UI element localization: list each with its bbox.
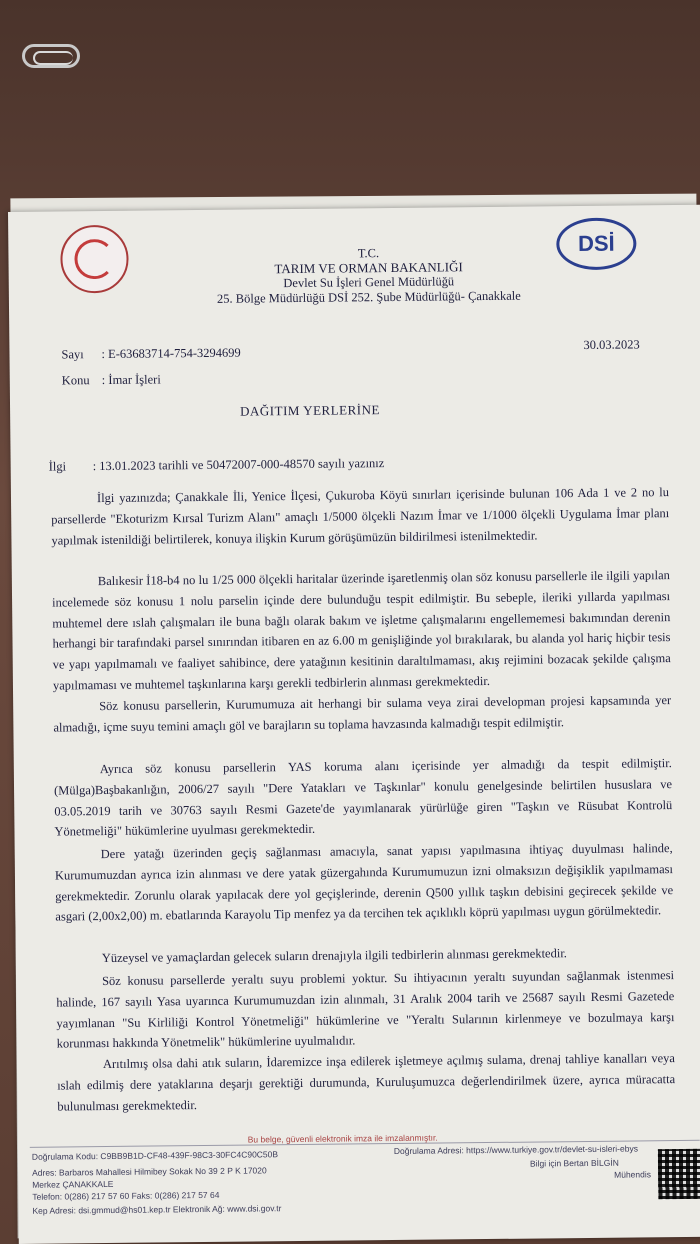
- footer-phone: Telefon: 0(286) 217 57 60 Faks: 0(286) 217 57 64: [32, 1189, 220, 1202]
- paragraph-6: Yüzeysel ve yamaçlardan gelecek suların drenajıyla ilgili tedbirlerin alınması gerekmektedir.: [101, 946, 567, 966]
- document-date: 30.03.2023: [583, 337, 640, 352]
- paragraph-8: Arıtılmış olsa dahi atık suların, İdaremizce inşa edilerek işletmeye açılmış sulama, drenaj tahliye kanalları veya ıslah edilmiş dere yataklarına deşarjı gerektiği durumunda, Kuruluşumuzca değerlendirilmek üzere, ayrıca müracatta bulunulması gerekmektedir.: [57, 1051, 676, 1114]
- paragraph-2: Balıkesir İ18-b4 no lu 1/25 000 ölçekli haritalar üzerinde işaretlenmiş olan söz konusu parsellerle ile ilgili yapılan incelemede söz konusu 1 nolu parselin içinde dere bulunduğu tespit edilmiştir. Bu sebeple, ileriki yıllarda yapılması muhtemel dere ıslah çalışmaları ile buna bağlı olarak bakım ve işletme çalışmalarını engellememesi bakımından derenin herhangi bir tarafındaki parsel sınırından itibaren en az 6.00 m genişliğinde yol bırakılarak, bu alanda yol hariç hiçbir tesis ve yapı yapılmamalı ve faaliyet sahibince, dere yatağının kesitinin daraltılmaması, akış rejimini bozacak şekilde çalışma yapılmaması ve muhtemel taşkınlarına karşı gerekli tedbirlerin alınması gerekmektedir.: [52, 568, 671, 693]
- header-directorate: Devlet Su İşleri Genel Müdürlüğü: [283, 274, 455, 291]
- konu-value: : İmar İşleri: [101, 372, 161, 388]
- paperclip: [22, 44, 80, 68]
- ilgi-label: İlgi: [48, 459, 67, 474]
- paragraph-4: Ayrıca söz konusu parsellerin YAS koruma alanı içerisinde yer almadığı da tespit edilmiştir. (Mülga)Başbakanlığın, 2006/27 sayılı "Dere Yatakları ve Taşkınlar" konulu genelgesinde belirtilen hususlara ve 03.05.2019 tarih ve 30763 sayılı Resmi Gazete'de yayımlanarak yürürlüğe giren "Taşkın ve Rüsubat Kontrolü Yönetmeliği" hükümlerine uyulması gerekmektedir.: [53, 756, 673, 839]
- esign-note: Bu belge, güvenli elektronik imza ile imzalanmıştır.: [247, 1132, 438, 1145]
- paragraph-1: İlgi yazınızda; Çanakkale İli, Yenice İlçesi, Çukuroba Köyü sınırları içerisinde bulunan 106 Ada 1 ve 2 no lu parsellerde "Ekoturizm Kırsal Turizm Alanı" amaçlı 1/5000 ölçekli Nazım İmar ve 1/1000 ölçekli Uygulama İmar planı yapılmak istenildiği belirtilerek, konuya ilişkin Kurum görüşümüzün bildirilmesi istenilmektedir.: [51, 485, 670, 548]
- document-page: [8, 205, 700, 1244]
- header-tc: T.C.: [357, 246, 380, 261]
- sayi-value: : E-63683714-754-3294699: [101, 345, 241, 362]
- contact-title: Mühendis: [614, 1169, 652, 1180]
- footer-kep: Kep Adresi: dsi.gmmud@hs01.kep.tr Elektronik Ağ: www.dsi.gov.tr: [32, 1203, 282, 1216]
- document-title: DAĞITIM YERLERİNE: [240, 402, 380, 419]
- paragraph-5: Dere yatağı üzerinden geçiş sağlanması amacıyla, sanat yapısı yapılmasına ihtiyaç duyulması halinde, Kurumumuzdan ayrıca izin alınması ve dere yatak güzergahında Kurumumuzun izni olmaksızın değişiklik yapılmaması gerekmektedir. Zorunlu olarak yapılacak dere yol geçişlerinde, derenin Q500 yıllık taşkın debisini geçirecek şekilde ve asgari (2,00x2,00) m. ebatlarında Karayolu Tip menfez ya da tercihen tek açıklıklı köprü yapılması uygun görülmektedir.: [54, 841, 674, 924]
- contact-person: Bilgi için Bertan BİLGİN: [529, 1157, 619, 1169]
- dsi-logo-text: DSİ: [577, 230, 615, 257]
- sayi-label: Sayı: [61, 347, 84, 362]
- qr-code-icon: [658, 1149, 700, 1200]
- header-ministry: TARIM VE ORMAN BAKANLIĞI: [274, 259, 463, 277]
- konu-label: Konu: [61, 373, 90, 388]
- footer-city: Merkez ÇANAKKALE: [32, 1178, 114, 1190]
- verification-code: Doğrulama Kodu: C9BB9B1D-CF48-439F-98C3-30FC4C90C50B: [31, 1149, 279, 1162]
- ilgi-value: : 13.01.2023 tarihli ve 50472007-000-48570 sayılı yazınız: [92, 456, 385, 474]
- footer-address: Adres: Barbaros Mahallesi Hilmibey Sokak No 39 2 P K 17020: [32, 1165, 267, 1178]
- verification-address: Doğrulama Adresi: https://www.turkiye.gov.tr/devlet-su-isleri-ebys: [393, 1143, 638, 1157]
- ministry-logo-icon: [60, 225, 129, 294]
- paragraph-7: Söz konusu parsellerde yeraltı suyu problemi yoktur. Su ihtiyacının yeraltı suyundan sağlanmak istenmesi halinde, 167 sayılı Yasa uyarınca Kurumumuzdan izin alınmalı, 31 Aralık 2004 tarih ve 25687 sayılı Resmi Gazetede yayımlanan "Su Kirliliği Kontrol Yönetmeliği" hükümlerine ve "Yeraltı Sularının kirlenmeye ve bozulmaya karşı korunması hakkında Yönetmelik" hükümlerine uyulmalıdır.: [56, 968, 675, 1051]
- paragraph-3: Söz konusu parsellerin, Kurumumuza ait herhangi bir sulama veya zirai developman projesi kapsamında yer almadığı, içme suyu temini amaçlı göl ve barajların su toplama havzasında kalmadığı tespit edilmiştir.: [53, 693, 672, 735]
- header-region: 25. Bölge Müdürlüğü DSİ 252. Şube Müdürlüğü- Çanakkale: [216, 288, 521, 306]
